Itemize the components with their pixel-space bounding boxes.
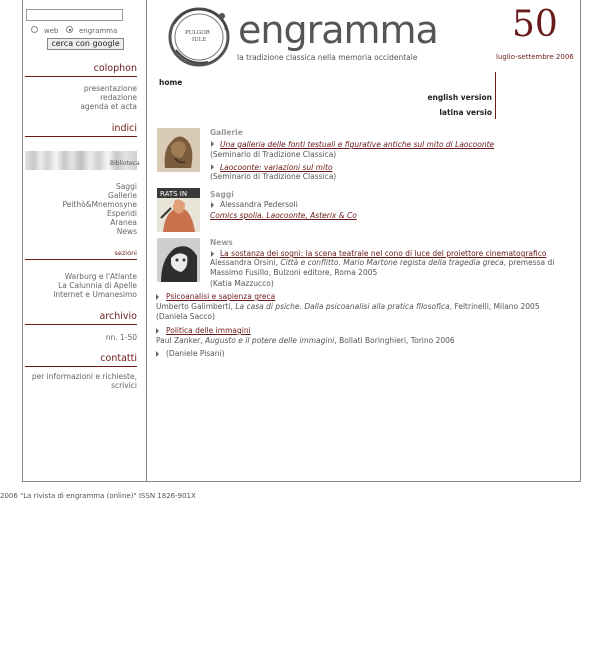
colophon-heading: colophon <box>25 63 137 77</box>
indici-heading: indici <box>25 123 137 137</box>
sidebar-item-news[interactable]: News <box>116 227 137 236</box>
radio-web-label: web <box>44 27 59 35</box>
brand-name[interactable]: engramma <box>238 8 438 52</box>
news-link-3[interactable]: Politica delle immagini <box>166 326 251 335</box>
contatti-scrivici-link[interactable]: scrivici <box>111 381 137 390</box>
footer-issn: 2006 "La rivista di engramma (online)" ISSN 1826-901X <box>0 492 196 500</box>
engramma-seal-logo[interactable] <box>166 4 233 68</box>
search-input[interactable] <box>26 9 123 21</box>
news-text-3-reviewer: (Daniele Pisani) <box>166 349 225 358</box>
archivio-heading: archivio <box>25 311 137 325</box>
radio-web[interactable] <box>31 26 38 33</box>
gallerie-link-1[interactable]: Una galleria delle fonti testuali e figurative antiche sul mito di Laocoonte <box>220 140 495 149</box>
news-link-2[interactable]: Psicoanalisi e sapienza greca <box>166 292 276 301</box>
google-search-button[interactable]: cerca con google <box>47 38 124 50</box>
sezioni-heading: sezioni <box>25 249 137 260</box>
svg-text:RATS IN: RATS IN <box>160 190 188 198</box>
saggi-author: Alessandra Pedersoli <box>220 200 298 209</box>
sidebar-item-archive-issues[interactable]: nn. 1-50 <box>105 333 137 342</box>
news-heading: News <box>210 238 233 247</box>
sidebar-item-redazione[interactable]: redazione <box>100 93 137 102</box>
seal-text-top: PULGOR <box>185 30 210 36</box>
english-version-link[interactable]: english version <box>427 93 492 102</box>
comics-thumbnail[interactable] <box>157 188 200 232</box>
contatti-heading: contatti <box>25 353 137 367</box>
sidebar-item-calunnia[interactable]: La Calunnia di Apelle <box>58 281 137 290</box>
latin-version-link[interactable]: latina versio <box>439 108 492 117</box>
contatti-text: per informazioni e richieste, <box>31 372 137 381</box>
sidebar-item-presentazione[interactable]: presentazione <box>83 84 137 93</box>
saggi-heading: Saggi <box>210 190 234 199</box>
sidebar-item-warburg[interactable]: Warburg e l'Atlante <box>64 272 137 281</box>
sidebar-item-gallerie[interactable]: Gallerie <box>108 191 137 200</box>
news-text-2: Umberto Galimberti, La casa di psiche. Dalla psicoanalisi alla pratica filosofica, Feltrinelli, Milano 2005 <box>156 302 540 311</box>
issue-date: luglio-settembre 2006 <box>496 53 574 61</box>
seal-text-bottom: IULE <box>192 37 207 43</box>
radio-engramma[interactable] <box>66 26 73 33</box>
news-text-1-publisher: Massimo Fusillo, Bulzoni editore, Roma 2005 <box>210 268 378 277</box>
sidebar-item-agenda[interactable]: agenda et acta <box>80 102 137 111</box>
sidebar-item-saggi[interactable]: Saggi <box>116 182 137 191</box>
radio-engramma-label: engramma <box>79 27 118 35</box>
laocoonte-thumbnail[interactable] <box>157 128 200 172</box>
saggi-link[interactable]: Comics spolia. Laocoonte, Asterix & Co <box>210 211 357 220</box>
arrow-icon <box>156 351 159 357</box>
home-link[interactable]: home <box>159 78 183 87</box>
language-divider <box>495 72 496 119</box>
tagline: la tradizione classica nella memoria occidentale <box>237 53 418 62</box>
news-text-2-reviewer: (Daniela Sacco) <box>156 312 215 321</box>
sidebar-item-esperidi[interactable]: Esperidi <box>106 209 137 218</box>
news-link-1[interactable]: La sostanza dei sogni: la scena teatrale nel cono di luce del proiettore cinematografico <box>220 249 547 258</box>
sidebar-item-internet[interactable]: Internet e Umanesimo <box>53 290 137 299</box>
issue-number: 50 <box>512 4 558 45</box>
arrow-icon <box>211 141 214 147</box>
news-text-1: Alessandra Orsini, Città e conflitto. Mario Martone regista della tragedia greca, premessa di <box>210 258 555 267</box>
news-text-3: Paul Zanker, Augusto e il potere delle immagini, Bollati Boringhieri, Torino 2006 <box>156 336 455 345</box>
news-thumbnail[interactable] <box>157 238 200 282</box>
biblioteca-label[interactable]: Biblioteca <box>110 160 140 167</box>
gallerie-sub-1: (Seminario di Tradizione Classica) <box>210 150 337 159</box>
arrow-icon <box>156 294 159 300</box>
arrow-icon <box>211 251 214 257</box>
gallerie-link-2[interactable]: Laocoonte: variazioni sul mito <box>220 163 333 172</box>
news-text-1-reviewer: (Katia Mazzucco) <box>210 279 274 288</box>
arrow-icon <box>211 164 214 170</box>
gallerie-sub-2: (Seminario di Tradizione Classica) <box>210 172 337 181</box>
column-divider <box>146 0 147 481</box>
arrow-icon <box>156 328 159 334</box>
gallerie-heading: Gallerie <box>210 128 243 137</box>
sidebar-item-peitho[interactable]: Peithò&Mnemosyne <box>62 200 137 209</box>
arrow-icon <box>211 202 214 208</box>
sidebar-item-aranea[interactable]: Aranea <box>110 218 137 227</box>
